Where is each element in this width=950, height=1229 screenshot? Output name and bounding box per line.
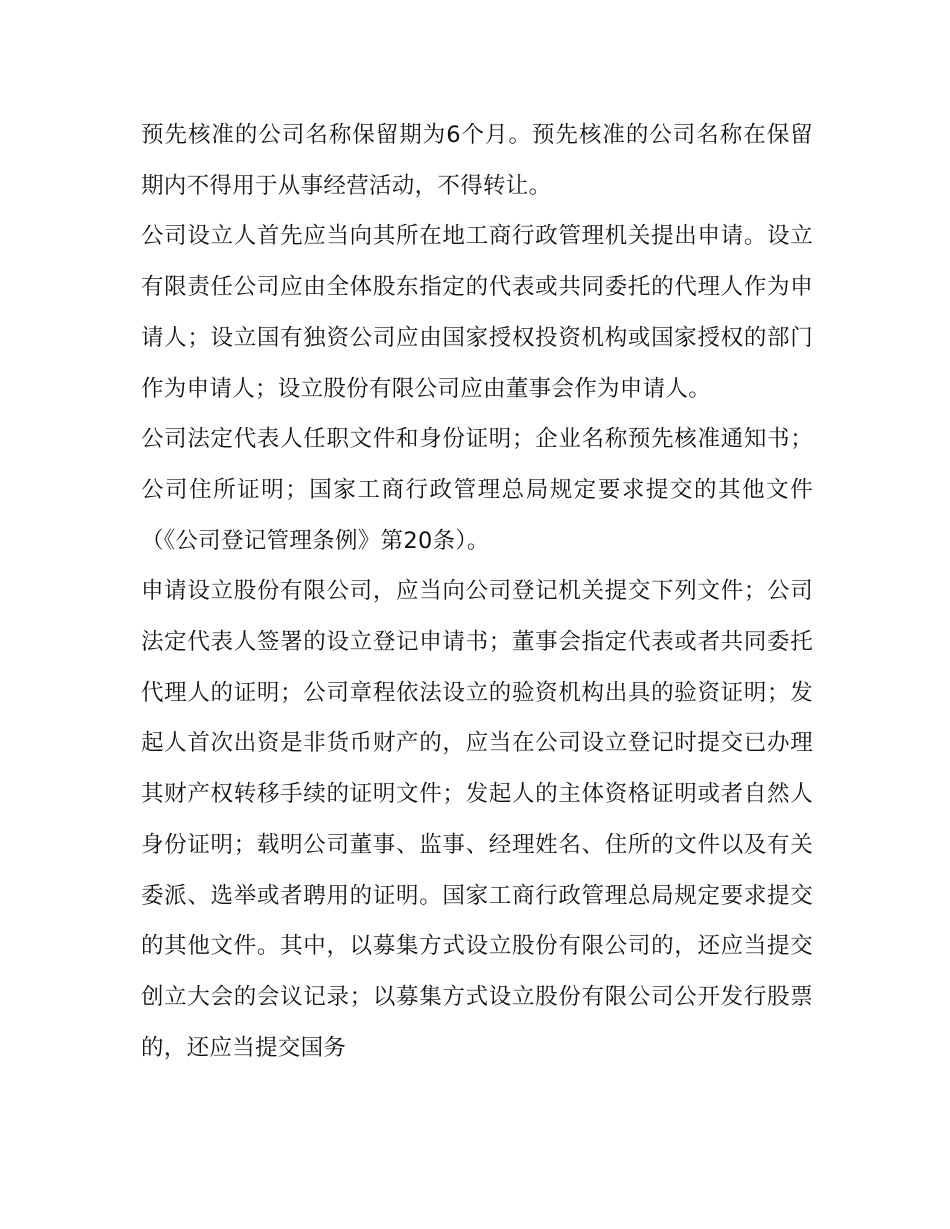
paragraph-required-documents: 公司法定代表人任职文件和身份证明；企业名称预先核准通知书；公司住所证明；国家工商行政管理总局规定要求提交的其他文件（《公司登记管理条例》第20条）。 [141, 426, 813, 554]
paragraph-name-reservation: 预先核准的公司名称保留期为6个月。预先核准的公司名称在保留期内不得用于从事经营活动，不得转让。 [141, 122, 813, 199]
paragraph-applicant: 公司设立人首先应当向其所在地工商行政管理机关提出申请。设立有限责任公司应由全体股东指定的代表或共同委托的代理人作为申请人；设立国有独资公司应由国家授权投资机构或国家授权的部门作为申请人；设立股份有限公司应由董事会作为申请人。 [141, 223, 813, 402]
body-text [141, 110, 813, 1073]
paragraph-joint-stock-company: 申请设立股份有限公司，应当向公司登记机关提交下列文件；公司法定代表人签署的设立登记申请书；董事会指定代表或者共同委托代理人的证明；公司章程依法设立的验资机构出具的验资证明；发起人首次出资是非货币财产的，应当在公司设立登记时提交已办理其财产权转移手续的证明文件；发起人的主体资格证明或者自然人身份证明；载明公司董事、监事、经理姓名、住所的文件以及有关委派、选举或者聘用的证明。国家工商行政管理总局规定要求提交的其他文件。其中，以募集方式设立股份有限公司的，还应当提交创立大会的会议记录；以募集方式设立股份有限公司公开发行股票的，还应当提交国务 [141, 578, 813, 1061]
